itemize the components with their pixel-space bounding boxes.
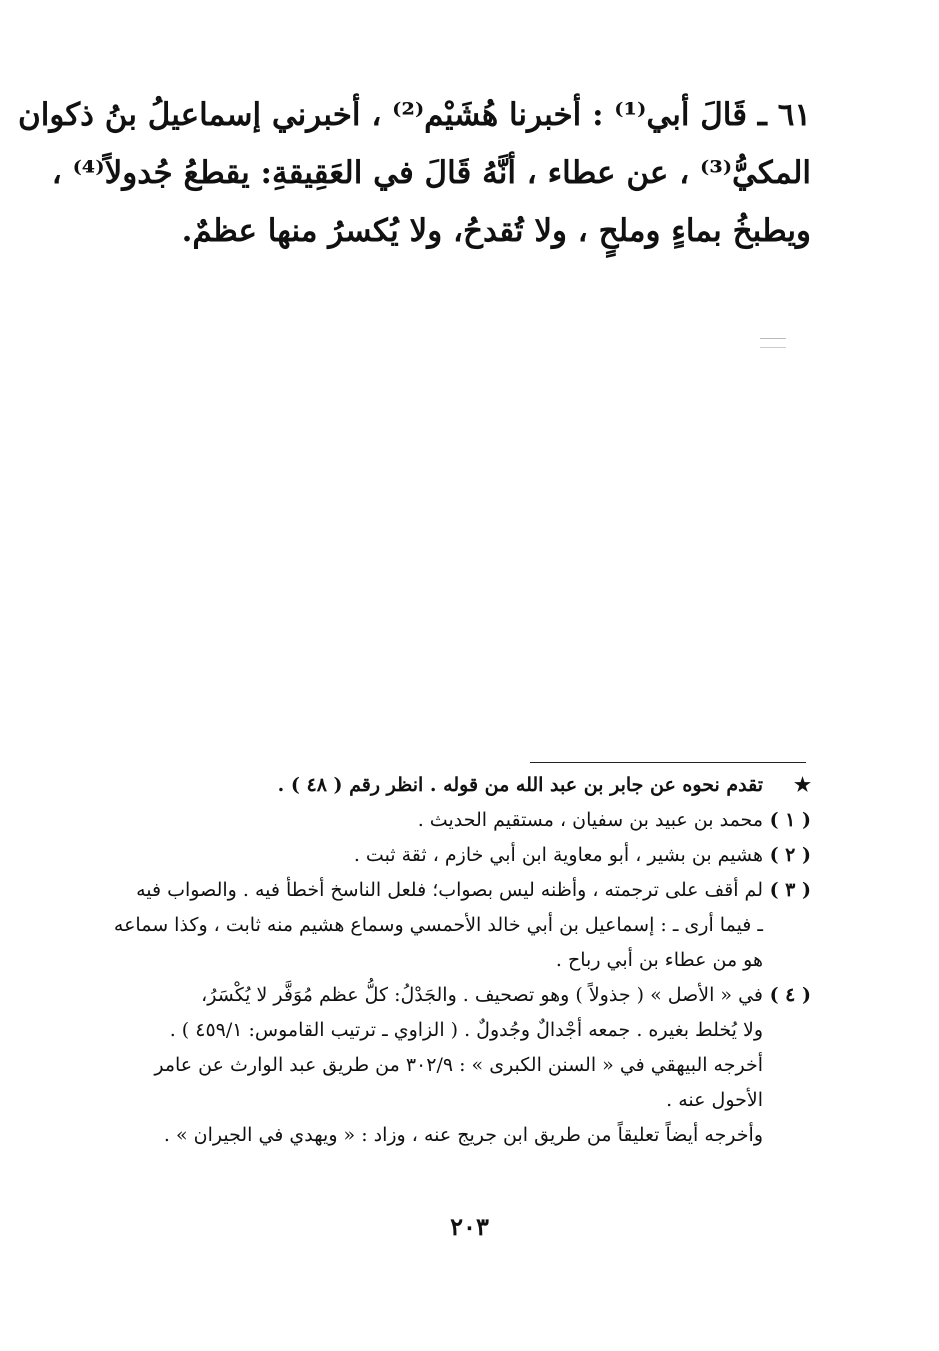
footnote-line: لم أقف على ترجمته ، وأظنه ليس بصواب؛ فلعل الناسخ أخطأ فيه . والصواب فيه xyxy=(136,879,763,901)
footnote-line: ـ فيما أرى ـ : إسماعيل بن أبي خالد الأحمسي وسماع هشيم منه ثابت ، وكذا سماعه xyxy=(113,914,763,936)
footnote-marker: ( ٢ ) xyxy=(769,844,811,866)
scan-mark xyxy=(760,338,786,348)
footnote-line: الأحول عنه . xyxy=(666,1089,763,1111)
hadith-text xyxy=(18,86,811,260)
footnote-marker: ( ٣ ) xyxy=(769,879,811,901)
footnote-line: ولا يُخلط بغيره . جمعه أجْدالٌ وجُدولٌ . ( الزاوي ـ ترتيب القاموس: ٤٥٩/١ ) . xyxy=(169,1019,763,1041)
footnote-line: محمد بن عبيد بن سفيان ، مستقيم الحديث . xyxy=(417,809,763,831)
footnote-line: في « الأصل » ( جذولاً ) وهو تصحيف . والجَدْلُ: كلُّ عظم مُوَفَّر لا يُكْسَرُ، xyxy=(201,984,763,1006)
footnote-marker: ( ١ ) xyxy=(769,809,811,831)
footnote-4 xyxy=(121,978,811,1153)
footnote-marker: ( ٤ ) xyxy=(769,984,811,1006)
hadith-line: المكيُّ⁽³⁾ ، عن عطاء ، أنَّهُ قَالَ في العَقِيقةِ: يقطعُ جُدولاً⁽⁴⁾ ، xyxy=(51,155,811,191)
footnote-line: تقدم نحوه عن جابر بن عبد الله من قوله . انظر رقم ( ٤٨ ) . xyxy=(277,774,763,796)
footnote-line: هو من عطاء بن أبي رباح . xyxy=(555,949,763,971)
footnote-separator xyxy=(530,762,806,763)
footnote-marker: ★ xyxy=(793,774,811,796)
footnote-1 xyxy=(121,803,811,838)
page-number: ٢٠٣ xyxy=(450,1212,489,1241)
footnote-line: أخرجه البيهقي في « السنن الكبرى » : ٣٠٢/٩ من طريق عبد الوارث عن عامر xyxy=(154,1054,763,1076)
hadith-line: ٦١ ـ قَالَ أبي⁽¹⁾ : أخبرنا هُشَيْم⁽²⁾ ، أخبرني إسماعيلُ بنُ ذكوان xyxy=(18,97,811,133)
hadith-line: ويطبخُ بماءٍ وملحٍ ، ولا تُقدحُ، ولا يُكسرُ منها عظمٌ. xyxy=(181,213,811,249)
footnote-line: هشيم بن بشير ، أبو معاوية ابن أبي خازم ، ثقة ثبت . xyxy=(353,844,763,866)
footnote-3 xyxy=(113,873,811,978)
footnote-2 xyxy=(121,838,811,873)
footnote-star xyxy=(121,768,811,803)
footnote-line: وأخرجه أيضاً تعليقاً من طريق ابن جريج عنه ، وزاد : « ويهدي في الجيران » . xyxy=(163,1124,763,1146)
footnotes xyxy=(113,768,811,1153)
